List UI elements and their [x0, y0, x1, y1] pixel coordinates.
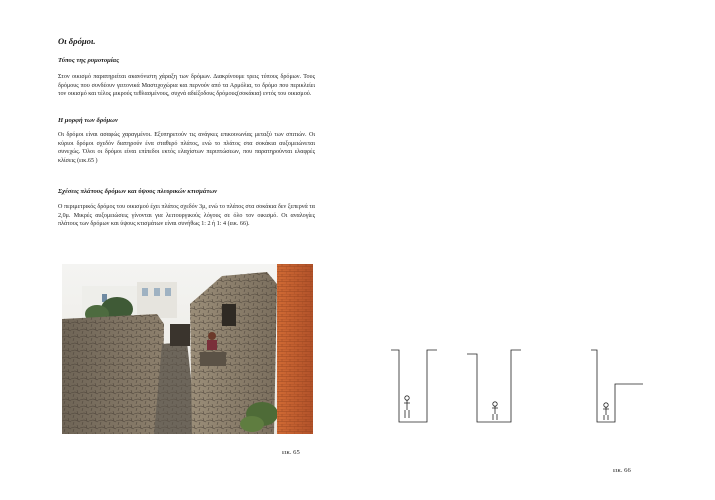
section-heading: Η μορφή των δρόμων — [58, 117, 118, 124]
figure-caption: εικ. 65 — [282, 449, 300, 456]
section-paragraph: Στον οικισμό παρατηρείται ακανόνιστη χάραξη των δρόμων. Διακρίνουμε τρεις τύπους δρόμων. Τους δρόμους που συνδέουν γειτονικά Μαστιχοχώρια και περνούν από τα Αρμόλια, το δρόμο που περικλείει τον οικισμό και τέλος μικρούς τεθλασμένους, συχνά αδιέξοδους δρόμους(σοκάκια) εντός του οικισμού. — [58, 74, 315, 98]
section-heading: Τύπος της ρυμοτομίας — [58, 57, 120, 64]
section-heading: Σχέσεις πλάτους δρόμων και ύψους πλευρικών κτισμάτων — [58, 188, 218, 195]
street-section-sketch — [385, 340, 650, 430]
page-title: Οι δρόμοι. — [58, 36, 96, 46]
section-paragraph: Οι δρόμοι είναι ασαφώς χαραγμένοι. Εξυπηρετούν τις ανάγκες επικοινωνίας μεταξύ των σπιτιών. Οι κύριοι δρόμοι σχεδόν διατηρούν ένα σταθερό πλάτος, ενώ το πλάτος στα σοκάκια αυξομειώνεται συνεχώς. Όλοι οι δρόμοι είναι επίπεδοι εκτός ελαχίστων περιπτώσεων, που παρατηρούνται ελαφρές κλίσεις (εικ.65 ) — [58, 132, 315, 164]
figure-caption: εικ. 66 — [613, 467, 631, 474]
section-paragraph: Ο περιμετρικός δρόμος του οικισμού έχει πλάτος σχεδόν 3μ, ενώ το πλάτος στα σοκάκια δεν ξεπερνά τα 2,0μ. Μικρές αυξομειώσεις γίνονται για λειτουργικούς λόγους σε όλο τον οικισμό. Οι αναλογίες πλάτους των δρόμων και ύψους κτισμάτων είναι συνήθως 1: 2 ή 1: 4 (εικ. 66). — [58, 204, 315, 228]
alley-photo — [62, 264, 313, 434]
